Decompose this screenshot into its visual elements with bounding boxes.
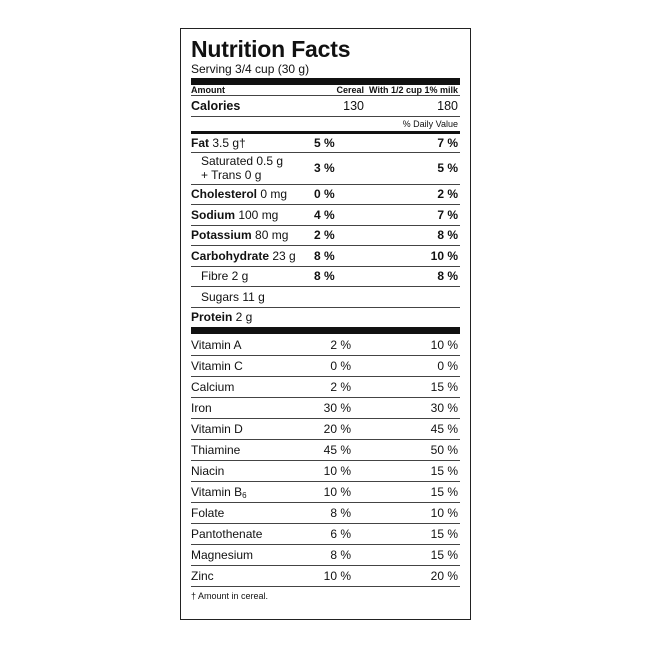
vitamin-name: Magnesium — [191, 548, 254, 562]
nutrient-name: Cholesterol — [191, 187, 258, 202]
column-header-row — [191, 78, 460, 95]
nutrient-milk-dv: 2 % — [437, 187, 458, 202]
vitamin-name: Vitamin A — [191, 337, 242, 352]
calories-with-milk: 180 — [437, 99, 458, 113]
nutrient-amount: 3.5 g† — [209, 135, 246, 150]
vitamin-name: Folate — [191, 506, 225, 520]
vitamins-divider — [191, 327, 460, 334]
nutrient-name: Potassium — [191, 228, 252, 243]
vitamin-row-zinc — [191, 565, 460, 586]
nutrient-milk-dv: 5 % — [437, 161, 458, 175]
daily-value-header — [191, 116, 460, 131]
vitamin-milk-dv: 15 % — [430, 527, 458, 541]
nutrient-name: Fibre 2 g — [201, 269, 249, 284]
nutrient-row-carbohydrate — [191, 245, 460, 266]
footnote — [191, 586, 460, 602]
nutrient-name: Protein — [191, 310, 233, 325]
nutrition-facts-label — [180, 28, 471, 620]
vitamin-milk-dv: 15 % — [430, 548, 458, 562]
vitamin-cereal-dv: 10 % — [323, 569, 351, 583]
footnote-mark: † — [191, 591, 197, 601]
vitamin-name: Thiamine — [191, 443, 241, 457]
nutrient-name: Sugars 11 g — [201, 289, 265, 304]
nutrient-amount: 100 mg — [235, 207, 279, 222]
vitamin-name: Calcium — [191, 380, 235, 394]
vitamin-name: Pantothenate — [191, 527, 263, 541]
footnote-text: Amount in cereal. — [196, 591, 269, 601]
vitamin-row-calcium — [191, 376, 460, 397]
vitamin-cereal-dv: 10 % — [323, 485, 351, 499]
nutrient-cereal-dv: 0 % — [314, 187, 335, 202]
nutrient-row-cholesterol — [191, 184, 460, 205]
nutrient-name-line2: + Trans 0 g — [201, 168, 262, 182]
nutrient-row-sugars — [191, 286, 460, 307]
calories-row — [191, 95, 460, 116]
nutrient-amount: 23 g — [269, 248, 296, 263]
nutrient-amount: 2 g — [232, 310, 253, 325]
nutrient-name: Fat — [191, 135, 209, 150]
nutrient-milk-dv: 7 % — [437, 207, 458, 222]
label-title: Nutrition Facts — [191, 36, 351, 62]
nutrient-amount: 80 mg — [251, 228, 289, 243]
nutrient-milk-dv: 7 % — [437, 135, 458, 150]
vitamin-row-vitamin-d — [191, 418, 460, 439]
vitamin-cereal-dv: 2 % — [330, 380, 351, 394]
vitamin-name: Vitamin B — [191, 484, 243, 499]
nutrient-row-sodium — [191, 204, 460, 225]
amount-header: Amount — [191, 85, 225, 95]
vitamin-milk-dv: 45 % — [430, 422, 458, 436]
nutrient-row-potassium — [191, 225, 460, 246]
vitamin-row-vitamin-a — [191, 334, 460, 355]
vitamin-cereal-dv: 10 % — [323, 464, 351, 478]
nutrient-cereal-dv: 3 % — [314, 161, 335, 175]
serving-size: Serving 3/4 cup (30 g) — [191, 62, 310, 76]
vitamin-milk-dv: 20 % — [430, 569, 458, 583]
nutrient-name: Saturated 0.5 g — [201, 154, 284, 168]
vitamin-milk-dv: 50 % — [430, 443, 458, 457]
vitamin-name: Vitamin D — [191, 422, 243, 436]
vitamin-milk-dv: 0 % — [437, 359, 458, 373]
vitamin-name: Vitamin C — [191, 359, 243, 373]
vitamin-milk-dv: 15 % — [430, 464, 458, 478]
nutrient-cereal-dv: 8 % — [314, 248, 335, 263]
vitamin-milk-dv: 10 % — [430, 337, 458, 352]
vitamin-cereal-dv: 2 % — [330, 337, 351, 352]
vitamin-milk-dv: 15 % — [430, 485, 458, 499]
vitamin-cereal-dv: 8 % — [330, 548, 351, 562]
nutrient-cereal-dv: 4 % — [314, 207, 335, 222]
daily-value-label: % Daily Value — [402, 119, 458, 129]
nutrient-milk-dv: 10 % — [430, 248, 458, 263]
nutrient-cereal-dv: 2 % — [314, 228, 335, 243]
vitamin-milk-dv: 15 % — [430, 380, 458, 394]
nutrient-name: Carbohydrate — [191, 248, 270, 263]
nutrient-row-fat — [191, 131, 460, 152]
calories-label: Calories — [191, 99, 241, 113]
vitamin-row-magnesium — [191, 544, 460, 565]
vitamin-cereal-dv: 20 % — [323, 422, 351, 436]
vitamin-milk-dv: 30 % — [430, 401, 458, 415]
nutrient-milk-dv: 8 % — [437, 269, 458, 284]
vitamin-row-niacin — [191, 460, 460, 481]
vitamin-name: Niacin — [191, 464, 225, 478]
vitamin-row-vitamin-b6 — [191, 481, 460, 502]
nutrient-amount: 0 mg — [257, 187, 288, 202]
vitamin-row-iron — [191, 397, 460, 418]
with-milk-header: With 1/2 cup 1% milk — [369, 85, 458, 95]
nutrient-row-protein — [191, 307, 460, 328]
vitamin-subscript: 6 — [242, 490, 247, 500]
cereal-header: Cereal — [336, 85, 364, 95]
vitamin-row-folate — [191, 502, 460, 523]
nutrient-cereal-dv: 5 % — [314, 135, 335, 150]
nutrient-row-fibre — [191, 266, 460, 287]
vitamin-name: Iron — [191, 401, 212, 415]
vitamin-cereal-dv: 8 % — [330, 506, 351, 520]
vitamin-row-vitamin-c — [191, 355, 460, 376]
nutrient-name: Sodium — [191, 207, 235, 222]
vitamin-cereal-dv: 0 % — [330, 359, 351, 373]
vitamin-cereal-dv: 30 % — [323, 401, 351, 415]
vitamin-name: Zinc — [191, 569, 214, 583]
vitamin-cereal-dv: 6 % — [330, 527, 351, 541]
nutrient-cereal-dv: 8 % — [314, 269, 335, 284]
calories-cereal: 130 — [343, 99, 364, 113]
vitamin-row-thiamine — [191, 439, 460, 460]
vitamin-milk-dv: 10 % — [430, 506, 458, 520]
nutrient-milk-dv: 8 % — [437, 228, 458, 243]
vitamin-cereal-dv: 45 % — [323, 443, 351, 457]
vitamin-row-pantothenate — [191, 523, 460, 544]
nutrient-row-saturated-trans — [191, 152, 460, 184]
